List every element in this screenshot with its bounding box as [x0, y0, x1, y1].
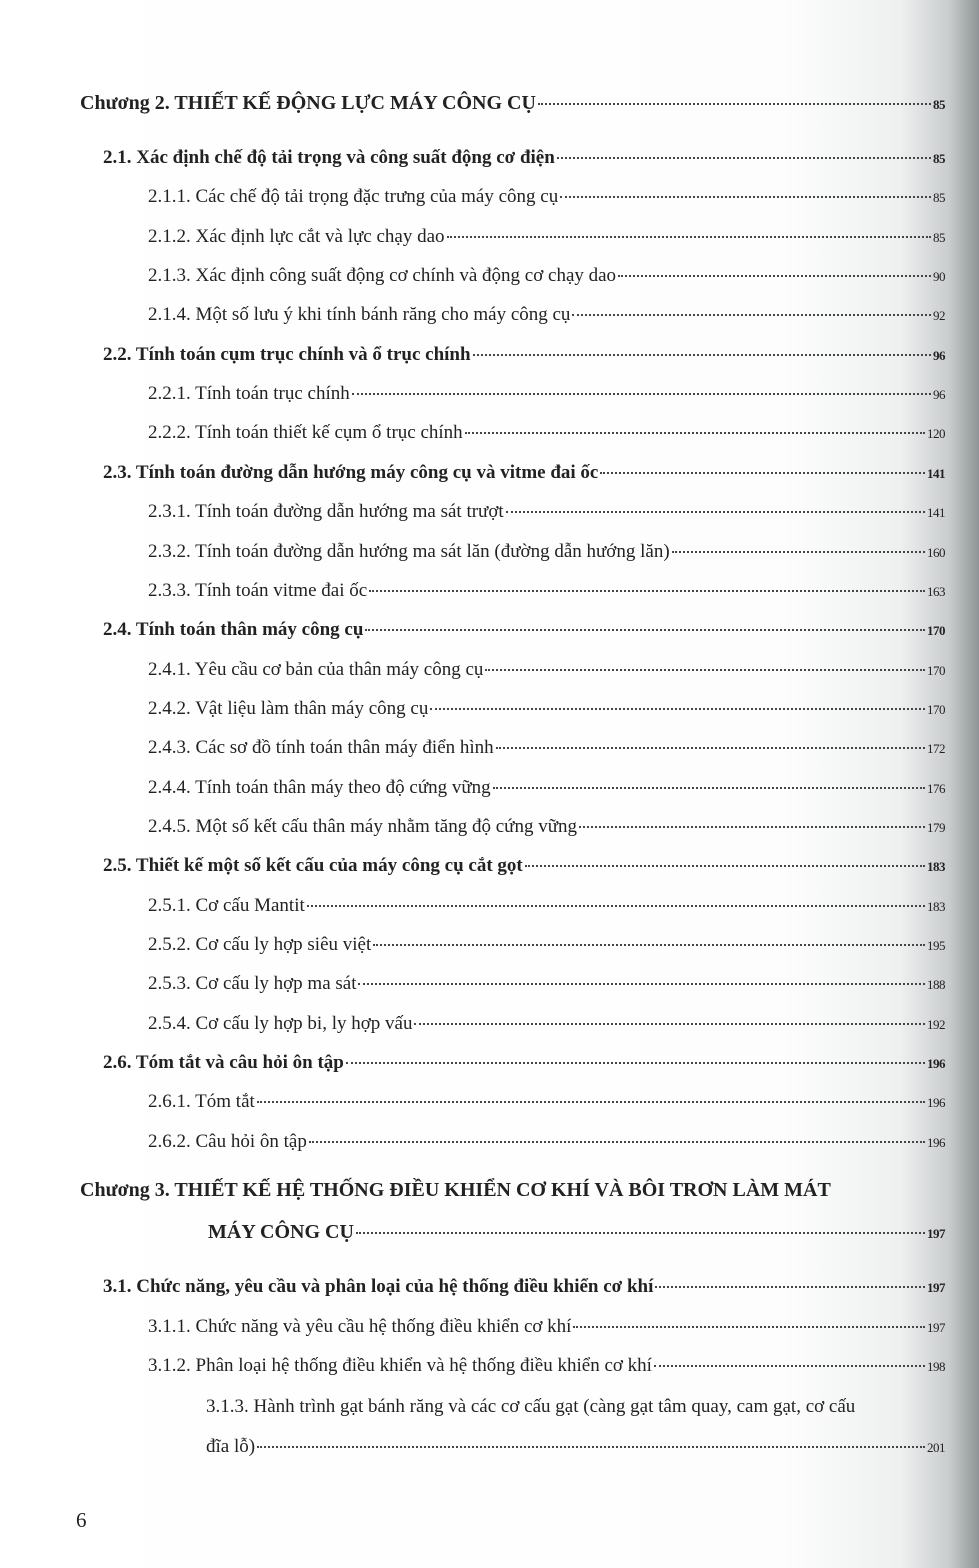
toc-entry: [148, 1130, 945, 1155]
toc-entry: [148, 933, 945, 958]
toc-title: 2.2.1. Tính toán trục chính: [148, 383, 350, 405]
toc-title: 2.6.2. Câu hỏi ôn tập: [148, 1130, 307, 1152]
toc-entry: [103, 1275, 945, 1300]
toc-entry: [103, 146, 945, 171]
toc-title: 2.5.1. Cơ cấu Mantit: [148, 894, 305, 916]
toc-title: 2.1.3. Xác định công suất động cơ chính và động cơ chạy dao: [148, 265, 617, 287]
toc-entry: [148, 972, 945, 997]
toc-entry: [103, 343, 945, 368]
toc-entry-chapter3: [208, 1220, 945, 1246]
toc-entry: [103, 854, 945, 879]
toc-page: 197: [927, 1226, 945, 1241]
toc-title: 2.4.2. Vật liệu làm thân máy công cụ: [148, 697, 429, 719]
toc-page: 85: [933, 97, 945, 112]
toc-entry: [148, 815, 945, 840]
toc-title: 3.1.1. Chức năng và yêu cầu hệ thống điều khiển cơ khí: [148, 1315, 572, 1337]
toc-page: 141: [927, 505, 945, 521]
toc-title: 3.1. Chức năng, yêu cầu và phân loại của hệ thống điều khiển cơ khí: [103, 1276, 654, 1297]
toc-page: 183: [927, 898, 945, 914]
toc-page: 90: [933, 269, 945, 285]
toc-page: 141: [927, 465, 945, 481]
toc-page: 198: [927, 1359, 945, 1374]
toc-page: 170: [927, 701, 945, 717]
toc-entry: [148, 1315, 945, 1340]
toc-title: Chương 2. THIẾT KẾ ĐỘNG LỰC MÁY CÔNG CỤ: [80, 92, 536, 114]
toc-page: 188: [927, 977, 945, 993]
toc-title: 2.1.2. Xác định lực cắt và lực chạy dao: [148, 225, 445, 247]
toc-title: đĩa lỗ): [206, 1436, 256, 1457]
toc-entry-3-1-3-line1: 3.1.3. Hành trình gạt bánh răng và các cơ cấu gạt (càng gạt tâm quay, cam gạt, cơ cấu: [206, 1396, 856, 1417]
toc-page: 192: [927, 1016, 945, 1032]
toc-title: 2.4.5. Một số kết cấu thân máy nhằm tăng độ cứng vững: [148, 815, 578, 837]
toc-title: 2.1. Xác định chế độ tải trọng và công suất động cơ điện: [103, 147, 555, 168]
toc-title: 2.1.4. Một số lưu ý khi tính bánh răng cho máy công cụ: [148, 304, 571, 326]
toc-title: 2.4.1. Yêu cầu cơ bản của thân máy công cụ: [148, 658, 484, 680]
toc-entry: [148, 225, 945, 250]
toc-title: 2.4.3. Các sơ đồ tính toán thân máy điển hình: [148, 737, 494, 759]
toc-entry: [148, 1354, 945, 1379]
toc-page: 172: [927, 741, 945, 757]
toc-title: 2.3.1. Tính toán đường dẫn hướng ma sát trượt: [148, 501, 504, 523]
toc-title: 2.6. Tóm tắt và câu hỏi ôn tập: [103, 1052, 344, 1074]
toc-page: 92: [933, 308, 945, 324]
toc-title: 2.4. Tính toán thân máy công cụ: [103, 619, 364, 641]
toc-title: 2.3. Tính toán đường dẫn hướng máy công cụ và vitme đai ốc: [103, 461, 599, 483]
toc-page: 196: [927, 1134, 945, 1150]
toc-page: 85: [933, 190, 945, 206]
toc-entry: [103, 461, 945, 486]
toc-title: 2.2. Tính toán cụm trục chính và ổ trục chính: [103, 343, 471, 365]
toc-title: 3.1.2. Phân loại hệ thống điều khiển và hệ thống điều khiển cơ khí: [148, 1355, 652, 1376]
toc-entry: [148, 1012, 945, 1037]
toc-entry: [148, 382, 945, 407]
toc-entry: [148, 500, 945, 525]
toc-page: 179: [927, 819, 945, 835]
toc-entry-3-1-3: [206, 1435, 945, 1460]
toc-page: 160: [927, 544, 945, 560]
toc-entry: [148, 894, 945, 919]
toc-entry: [80, 91, 945, 117]
toc-page: 85: [933, 151, 945, 166]
toc-page: 170: [927, 623, 945, 639]
toc-page: 195: [927, 938, 945, 953]
toc-page: 196: [927, 1095, 945, 1111]
toc-title: 2.4.4. Tính toán thân máy theo độ cứng vững: [148, 776, 491, 798]
toc-title: 2.5.3. Cơ cấu ly hợp ma sát: [148, 973, 357, 995]
toc-title: 2.3.2. Tính toán đường dẫn hướng ma sát lăn (đường dẫn hướng lăn): [148, 540, 670, 562]
toc-entry: [148, 697, 945, 722]
toc-title: 2.3.3. Tính toán vitme đai ốc: [148, 579, 368, 601]
toc-page: 201: [927, 1440, 945, 1455]
toc-page: 85: [933, 229, 945, 245]
toc-entry: [148, 736, 945, 761]
toc-title: 2.5.4. Cơ cấu ly hợp bi, ly hợp vấu: [148, 1012, 413, 1034]
toc-title: 2.5. Thiết kế một số kết cấu của máy công cụ cắt gọt: [103, 855, 523, 877]
toc-page: 197: [927, 1280, 945, 1295]
toc-entry: [148, 264, 945, 289]
page-number: 6: [76, 1508, 87, 1532]
toc-entry: [148, 658, 945, 683]
toc-page: 176: [927, 780, 945, 796]
toc-page: 170: [927, 662, 945, 678]
chapter3-title-line1: Chương 3. THIẾT KẾ HỆ THỐNG ĐIỀU KHIỂN CƠ KHÍ VÀ BÔI TRƠN LÀM MÁT: [80, 1179, 831, 1201]
toc-entry: [148, 421, 945, 446]
toc-entry: [148, 1090, 945, 1115]
toc-page: 163: [927, 583, 945, 599]
toc-entry: [148, 776, 945, 801]
toc-entry: [148, 303, 945, 328]
toc-page: 196: [927, 1056, 945, 1072]
toc-page: 183: [927, 859, 945, 875]
toc-page: 96: [933, 387, 945, 403]
toc-title: 2.2.2. Tính toán thiết kế cụm ổ trục chính: [148, 422, 463, 444]
toc-entry: [103, 618, 945, 643]
toc-entry: [148, 540, 945, 565]
toc-entry: [148, 185, 945, 210]
toc-page: 96: [933, 347, 945, 363]
toc-page: 197: [927, 1319, 945, 1335]
toc-entry: [103, 1051, 945, 1076]
toc-title: 2.1.1. Các chế độ tải trọng đặc trưng của máy công cụ: [148, 186, 559, 208]
toc-title: 2.5.2. Cơ cấu ly hợp siêu việt: [148, 934, 372, 955]
toc-title: 2.6.1. Tóm tắt: [148, 1091, 255, 1113]
toc-page: 120: [927, 426, 945, 442]
toc-entry: [148, 579, 945, 604]
toc-title: MÁY CÔNG CỤ: [208, 1221, 354, 1243]
